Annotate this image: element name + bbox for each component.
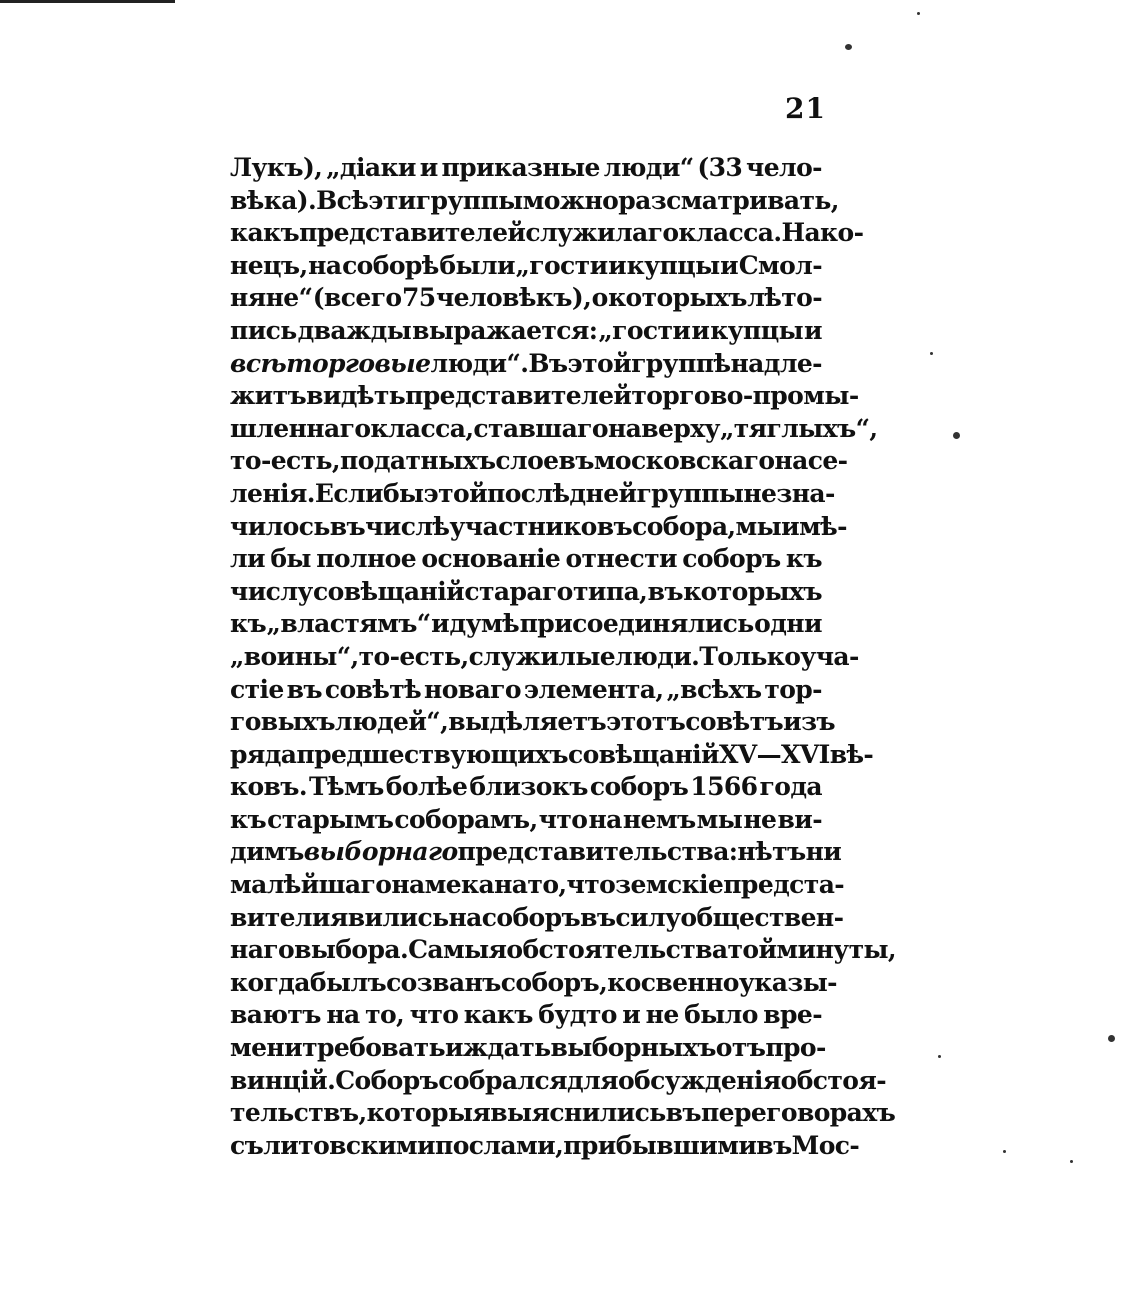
word: эти	[368, 185, 416, 215]
word: немъ	[622, 804, 696, 834]
word: что	[566, 870, 616, 900]
word: шленнаго	[230, 413, 371, 443]
word: выбора.	[294, 935, 409, 965]
word: и	[691, 315, 710, 345]
word: предшествующихъ	[296, 739, 568, 769]
word: Если	[314, 478, 383, 508]
word: ленія.	[230, 478, 315, 508]
word: XV—XVI	[719, 739, 830, 769]
word: бы	[382, 478, 424, 508]
word: люди“.	[430, 348, 529, 378]
word: вѣка).	[230, 185, 317, 215]
word: созванъ	[386, 967, 501, 997]
word: тельствъ,	[230, 1098, 367, 1128]
word: пись	[230, 315, 297, 345]
word: Только	[699, 641, 801, 671]
word: „воины“,	[230, 641, 359, 671]
word: что	[538, 804, 588, 834]
word: малѣйшаго	[230, 870, 392, 900]
word: которыхъ	[683, 576, 822, 606]
text-line	[230, 543, 822, 576]
word: ждать	[462, 1033, 551, 1063]
word: не	[743, 478, 777, 508]
word: выдѣляетъ	[448, 707, 607, 737]
text-line	[230, 608, 822, 641]
word: мы	[735, 511, 782, 541]
word: въ	[665, 1098, 701, 1128]
word: то,	[527, 870, 567, 900]
word: насе-	[774, 446, 848, 476]
word: представителей	[405, 381, 632, 411]
scan-speck	[938, 1055, 941, 1058]
word: стараго	[464, 576, 573, 606]
word: мы	[696, 804, 743, 834]
scan-speck	[845, 44, 852, 50]
word: болѣе	[385, 772, 468, 802]
word: и	[622, 1000, 641, 1030]
word: бы	[270, 544, 311, 574]
word: ни	[805, 837, 842, 867]
scan-speck	[1070, 1160, 1073, 1163]
word: этотъ	[606, 707, 686, 737]
word: совѣщаній	[567, 739, 719, 769]
word: Нако-	[781, 218, 864, 248]
word: разсматривать,	[618, 185, 839, 215]
word: ви-	[777, 804, 822, 834]
text-line	[230, 1032, 826, 1065]
word: переговорахъ	[700, 1098, 896, 1128]
word: года	[759, 772, 822, 802]
text-line	[230, 152, 822, 185]
word: человѣкъ),	[435, 283, 592, 313]
text-line	[230, 1097, 896, 1130]
word: которыхъ	[608, 283, 747, 313]
word: типа,	[573, 576, 648, 606]
word: силу	[615, 902, 681, 932]
word: обстоятельства	[506, 935, 728, 965]
word: какъ	[463, 1000, 533, 1030]
word: намека	[391, 870, 495, 900]
body-text	[230, 152, 897, 1162]
word: которыя	[366, 1098, 491, 1128]
word: ряда	[230, 739, 297, 769]
word: наверху	[607, 413, 720, 443]
word: и	[419, 153, 438, 182]
word: ли	[230, 544, 265, 574]
text-line	[230, 576, 822, 609]
word: людей“,	[334, 707, 449, 737]
word: къ	[230, 804, 267, 834]
scan-speck	[917, 12, 920, 15]
word: всѣ	[230, 348, 287, 378]
word: числу	[230, 576, 313, 606]
word: были	[439, 250, 515, 280]
word: служилаго	[525, 218, 679, 248]
word: этой	[423, 478, 488, 508]
text-line	[230, 185, 839, 218]
word: съ	[230, 1130, 264, 1160]
word: (всего	[312, 283, 402, 313]
word: явились	[329, 902, 449, 932]
word: соборъ	[481, 902, 581, 932]
word: въ	[580, 902, 616, 932]
word: минуты,	[776, 935, 897, 965]
text-line	[230, 315, 822, 348]
word: на	[448, 902, 482, 932]
word: говыхъ	[230, 707, 335, 737]
word: указы-	[738, 967, 837, 997]
word: въ	[647, 576, 683, 606]
word: къ	[785, 544, 822, 574]
word: московскаго	[593, 446, 775, 476]
word: въ	[329, 511, 366, 541]
word: житъ	[230, 381, 307, 411]
word: вѣ-	[829, 739, 874, 769]
text-line	[230, 641, 859, 674]
word: „дiаки	[326, 153, 416, 182]
word: на	[326, 1000, 360, 1030]
word: въ	[756, 1130, 792, 1160]
word: не	[645, 1000, 679, 1030]
text-line	[230, 217, 864, 250]
word: нѣтъ	[737, 837, 806, 867]
word: къ	[230, 609, 267, 639]
word: будто	[538, 1000, 617, 1030]
word: косвенно	[607, 967, 739, 997]
word: ковъ.	[230, 772, 307, 802]
text-line	[230, 348, 822, 381]
text-line	[230, 282, 822, 315]
word: лѣто-	[747, 283, 822, 313]
word: „тяглыхъ“,	[719, 413, 878, 443]
word: вре-	[763, 1000, 822, 1030]
text-line	[230, 674, 822, 707]
word: близокъ	[469, 772, 588, 802]
word: на	[308, 250, 342, 280]
word: что	[409, 1000, 459, 1030]
word: класса.	[678, 218, 782, 248]
word: то-есть,	[358, 641, 469, 671]
word: мени	[230, 1033, 303, 1063]
word: группѣ	[631, 348, 731, 378]
word: уча-	[800, 641, 859, 671]
word: присоединялись	[519, 609, 754, 639]
word: димъ	[230, 837, 304, 867]
word: соборъ	[682, 544, 781, 574]
text-line	[230, 250, 822, 283]
word: для	[567, 1065, 618, 1095]
word: литовскими	[263, 1130, 435, 1160]
word: отнести	[565, 544, 677, 574]
word: слоевъ	[495, 446, 594, 476]
word: выборнаго	[303, 837, 458, 867]
word: приказные	[441, 153, 600, 182]
word: послами,	[435, 1130, 564, 1160]
word: въ	[286, 674, 322, 704]
text-line	[230, 706, 835, 739]
word: „гости	[598, 315, 691, 345]
word: торгово-промы-	[631, 381, 859, 411]
word: группы	[415, 185, 523, 215]
word: „гости	[515, 250, 608, 280]
word: тор-	[764, 674, 822, 704]
word: податныхъ	[340, 446, 496, 476]
word: полное	[316, 544, 417, 574]
word: участниковъ	[449, 511, 633, 541]
word: было	[684, 1000, 758, 1030]
word: зна-	[776, 478, 835, 508]
word: соборъ,	[500, 967, 608, 997]
word: вители	[230, 902, 330, 932]
word: обществен-	[680, 902, 844, 932]
text-line	[230, 934, 897, 967]
scan-speck	[1108, 1035, 1115, 1042]
word: чилось	[230, 511, 330, 541]
word: представителей	[299, 218, 526, 248]
word: совѣтѣ	[324, 674, 422, 704]
word: Смол-	[738, 250, 822, 280]
word: обстоя-	[780, 1065, 887, 1095]
word: „всѣхъ	[666, 674, 762, 704]
text-line	[230, 999, 822, 1032]
word: и	[608, 250, 627, 280]
word: собора,	[632, 511, 736, 541]
word: совѣтъ	[685, 707, 784, 737]
word: имѣ-	[781, 511, 847, 541]
word: то-есть,	[230, 446, 341, 476]
text-line	[230, 869, 845, 902]
word: той	[727, 935, 777, 965]
word: какъ	[230, 218, 300, 248]
word: и	[720, 250, 739, 280]
word: купцы	[710, 315, 804, 345]
word: соборамъ,	[394, 804, 538, 834]
word: выборныхъ	[550, 1033, 716, 1063]
word: чело-	[746, 153, 822, 182]
word: Соборъ	[335, 1065, 439, 1095]
word: соборѣ	[342, 250, 439, 280]
word: предста-	[723, 870, 845, 900]
word: стіе	[230, 674, 284, 704]
word: не	[743, 804, 777, 834]
word: собрался	[438, 1065, 567, 1095]
word: основаніе	[421, 544, 561, 574]
word: Тѣмъ	[309, 772, 384, 802]
word: можно	[522, 185, 619, 215]
word: отъ	[715, 1033, 766, 1063]
word: люди“	[603, 153, 694, 182]
scan-speck	[930, 352, 933, 355]
text-line	[230, 1130, 860, 1163]
word: былъ	[309, 967, 387, 997]
text-line	[230, 739, 874, 772]
word: требовать	[302, 1033, 445, 1063]
word: дважды	[297, 315, 412, 345]
word: класса,	[370, 413, 474, 443]
text-line	[230, 478, 835, 511]
word: думѣ	[449, 609, 520, 639]
word: обсужденія	[617, 1065, 781, 1095]
word: и	[804, 315, 822, 345]
text-line	[230, 445, 848, 478]
text-line	[230, 413, 878, 446]
word: люди.	[615, 641, 700, 671]
word: 1566	[690, 772, 758, 802]
scan-speck	[953, 432, 960, 439]
word: видѣть	[306, 381, 406, 411]
word: Въ	[528, 348, 568, 378]
word: представительства:	[457, 837, 738, 867]
word: 75	[401, 283, 436, 313]
word: надле-	[730, 348, 822, 378]
word: числѣ	[365, 511, 450, 541]
word: прибывшими	[563, 1130, 757, 1160]
word: Самыя	[408, 935, 507, 965]
word: на	[588, 804, 622, 834]
page-number: 21	[785, 92, 826, 125]
word: про-	[765, 1033, 826, 1063]
word: наго	[230, 935, 295, 965]
text-line	[230, 511, 847, 544]
word: послѣдней	[487, 478, 637, 508]
text-line	[230, 836, 842, 869]
text-line	[230, 771, 822, 804]
word: (33	[697, 153, 743, 182]
word: выражается:	[412, 315, 598, 345]
word: купцы	[626, 250, 720, 280]
word: винцій.	[230, 1065, 336, 1095]
word: изъ	[783, 707, 835, 737]
word: земскіе	[615, 870, 724, 900]
word: служилые	[468, 641, 616, 671]
word: одни	[754, 609, 822, 639]
word: старымъ	[267, 804, 394, 834]
word: этой	[567, 348, 632, 378]
top-edge-rule	[0, 0, 175, 3]
word: когда	[230, 967, 310, 997]
word: ваютъ	[230, 1000, 321, 1030]
word: Мос-	[791, 1130, 860, 1160]
word: о	[591, 283, 608, 313]
word: и	[444, 1033, 463, 1063]
text-line	[230, 804, 822, 837]
word: ставшаго	[473, 413, 608, 443]
word: выяснились	[490, 1098, 666, 1128]
word: няне“	[230, 283, 313, 313]
word: и	[431, 609, 450, 639]
scan-speck	[1003, 1150, 1006, 1153]
text-line	[230, 902, 844, 935]
word: торговые	[286, 348, 431, 378]
word: совѣщаній	[313, 576, 465, 606]
word: Лукъ),	[230, 153, 323, 182]
word: элемента,	[523, 674, 664, 704]
word: „властямъ“	[266, 609, 431, 639]
text-line	[230, 380, 859, 413]
word: группы	[636, 478, 744, 508]
word: новаго	[424, 674, 521, 704]
text-line	[230, 1065, 887, 1098]
word: нецъ,	[230, 250, 308, 280]
word: соборъ	[589, 772, 689, 802]
word: Всѣ	[316, 185, 369, 215]
text-line	[230, 967, 837, 1000]
word: на	[494, 870, 528, 900]
word: то,	[365, 1000, 405, 1030]
